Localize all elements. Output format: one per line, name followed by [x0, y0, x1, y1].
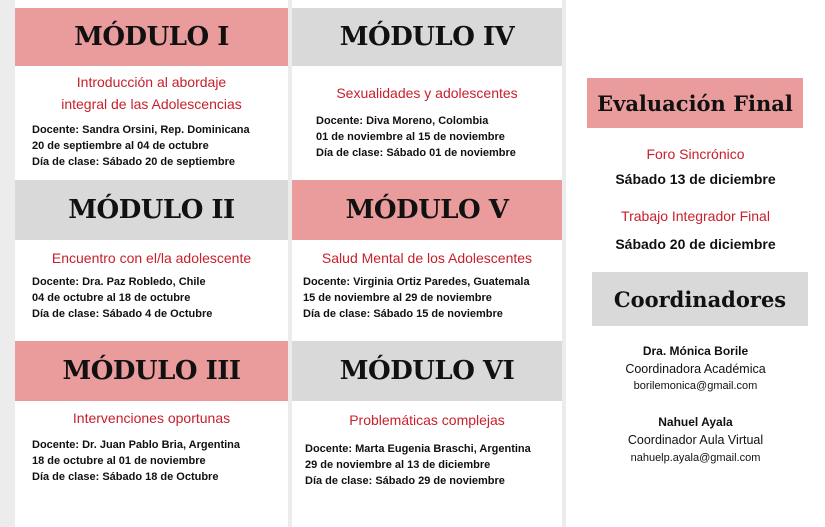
module-4-details — [316, 113, 516, 161]
module-2-title — [15, 247, 288, 269]
module-3-dates: 18 de octubre al 01 de noviembre — [32, 455, 206, 467]
module-2-details — [32, 274, 212, 322]
module-1-details — [32, 122, 250, 170]
coordinator-1-role: Coordinadora Académica — [625, 362, 766, 376]
module-6-title — [292, 409, 562, 431]
module-4-class-day: Día de clase: Sábado 01 de noviembre — [316, 147, 516, 159]
coordinator-2-email[interactable]: nahuelp.ayala@gmail.com — [630, 452, 761, 464]
module-3-title — [15, 407, 288, 429]
coordinator-1-name: Dra. Mónica Borile — [642, 344, 749, 358]
module-4-dates: 01 de noviembre al 15 de noviembre — [316, 131, 505, 143]
module-6-details — [305, 441, 531, 489]
module-2-docente: Docente: Dra. Paz Robledo, Chile — [32, 276, 206, 288]
trabajo-date: Sábado 20 de diciembre — [615, 236, 776, 252]
coordinator-2-name: Nahuel Ayala — [658, 415, 733, 429]
module-6-heading: MÓDULO VI — [292, 341, 562, 401]
module-1-class-day: Día de clase: Sábado 20 de septiembre — [32, 156, 235, 168]
evaluation-heading: Evaluación Final — [587, 78, 803, 128]
module-3-title-line-1: Intervenciones oportunas — [72, 410, 231, 426]
foro-date: Sábado 13 de diciembre — [615, 171, 776, 187]
module-5-docente: Docente: Virginia Ortiz Paredes, Guatemala — [303, 276, 530, 288]
module-3-details — [32, 437, 240, 485]
module-3-class-day: Día de clase: Sábado 18 de Octubre — [32, 471, 219, 483]
coordinators-heading: Coordinadores — [592, 272, 808, 326]
module-6-title-line-1: Problemáticas complejas — [349, 412, 505, 428]
module-3-docente: Docente: Dr. Juan Pablo Bria, Argentina — [32, 439, 241, 451]
module-5-title — [292, 247, 562, 269]
module-4-title — [292, 82, 562, 104]
right-column — [566, 0, 825, 527]
module-5-title-line-1: Salud Mental de los Adolescentes — [321, 250, 533, 266]
module-5-heading: MÓDULO V — [292, 180, 562, 240]
module-6-docente: Docente: Marta Eugenia Braschi, Argentina — [305, 443, 531, 455]
module-5-details — [303, 274, 530, 322]
module-4-docente: Docente: Diva Moreno, Colombia — [316, 115, 489, 127]
trabajo-label: Trabajo Integrador Final — [621, 208, 770, 224]
module-5-dates: 15 de noviembre al 29 de noviembre — [303, 292, 492, 304]
module-1-docente: Docente: Sandra Orsini, Rep. Dominicana — [32, 124, 250, 136]
module-1-dates: 20 de septiembre al 04 de octubre — [32, 140, 209, 152]
module-1-heading: MÓDULO I — [15, 8, 288, 66]
middle-column — [292, 0, 562, 527]
module-5-class-day: Día de clase: Sábado 15 de noviembre — [303, 308, 503, 320]
module-3-heading: MÓDULO III — [15, 341, 288, 401]
module-2-heading: MÓDULO II — [15, 180, 288, 240]
module-1-title-line-1: Introducción al abordaje — [76, 74, 227, 90]
module-1-title — [15, 71, 288, 115]
coordinator-1-email[interactable]: borilemonica@gmail.com — [633, 380, 758, 392]
module-2-class-day: Día de clase: Sábado 4 de Octubre — [32, 308, 213, 320]
module-2-title-line-1: Encuentro con el/la adolescente — [51, 250, 252, 266]
coordinator-2-role: Coordinador Aula Virtual — [627, 433, 764, 447]
module-6-class-day: Día de clase: Sábado 29 de noviembre — [305, 475, 505, 487]
module-4-heading: MÓDULO IV — [292, 8, 562, 66]
module-4-title-line-1: Sexualidades y adolescentes — [336, 85, 518, 101]
module-6-dates: 29 de noviembre al 13 de diciembre — [305, 459, 491, 471]
foro-label: Foro Sincrónico — [646, 146, 745, 162]
left-column — [15, 0, 288, 527]
module-1-title-line-2: integral de las Adolescencias — [61, 96, 242, 112]
module-2-dates: 04 de octubre al 18 de octubre — [32, 292, 191, 304]
